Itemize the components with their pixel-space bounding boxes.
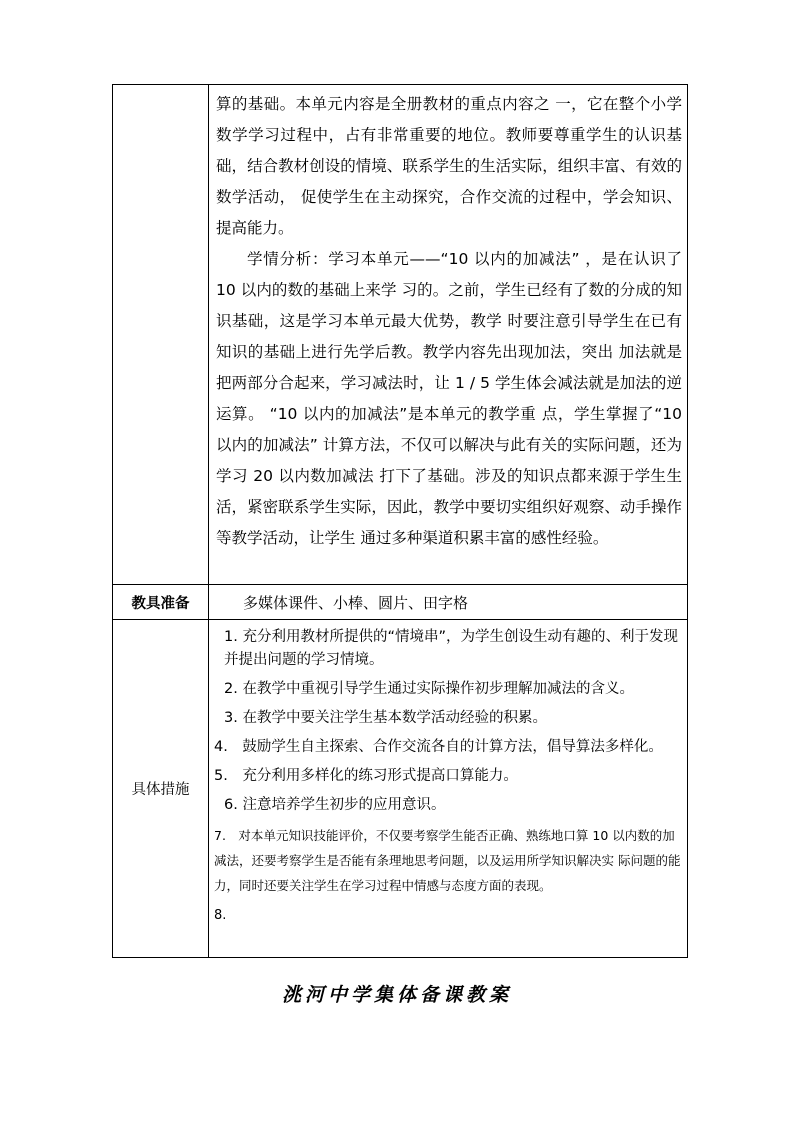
measure-item: 3. 在教学中要关注学生基本数学活动经验的积累。	[224, 710, 547, 726]
tools-label: 教具准备	[113, 585, 209, 620]
measure-item: 6. 注意培养学生初步的应用意识。	[224, 797, 446, 813]
tools-row	[113, 585, 688, 620]
analysis-paragraph-1: 算的基础。本单元内容是全册教材的重点内容之 一，它在整个小学数学学习过程中，占有非常重要的地位。教师要尊重学生的认识基础，结合教材创设的情境、联系学生的生活实际，组织丰富、有效的数学活动， 促使学生在主动探究，合作交流的过程中，学会知识、提高能力。	[216, 95, 682, 237]
measure-item: 7. 对本单元知识技能评价，不仅要考察学生能否正确、熟练地口算 10 以内数的加减法，还要考察学生是否能有条理地思考问题，以及运用所学知识解决实 际问题的能力，同时还要关注学生在学习过程中情感与态度方面的表现。	[214, 828, 681, 893]
measure-item: 5. 充分利用多样化的练习形式提高口算能力。	[214, 768, 518, 784]
measure-item: 8.	[214, 908, 227, 923]
measures-cell	[209, 620, 688, 958]
school-footer-title: 洮河中学集体备课教案	[281, 984, 512, 1006]
measure-item: 2. 在教学中重视引导学生通过实际操作初步理解加减法的含义。	[224, 681, 634, 697]
analysis-cell	[209, 85, 688, 585]
measure-item: 1. 充分利用教材所提供的“情境串”，为学生创设生动有趣的、利于发现并提出问题的学习情境。	[224, 629, 678, 668]
student-analysis-paragraph: 学情分析：学习本单元——“10 以内的加减法” ，是在认识了 10 以内的数的基础上来学 习的。之前，学生已经有了数的分成的知识基础，这是学习本单元最大优势，教学 时要注意引导学生在已有知识的基础上进行先学后教。教学内容先出现加法，突出 加法就是把两部分合起来，学习减法时，让 1 / 5 学生体会减法就是加法的逆运算。 “10 以内的加减法”是本单元的教学重 点，学生掌握了“10 以内的加减法” 计算方法，不仅可以解决与此有关的实际问题，还为学习 20 以内数加减法 打下了基础。涉及的知识点都来源于学生生活，紧密联系学生实际，因此，教学中要切实组织好观察、动手操作等教学活动，让学生 通过多种渠道积累丰富的感性经验。	[216, 250, 682, 547]
measure-item: 4. 鼓励学生自主探索、合作交流各自的计算方法，倡导算法多样化。	[214, 739, 663, 755]
analysis-label-cell	[113, 85, 209, 585]
analysis-row	[113, 85, 688, 585]
tools-content: 多媒体课件、小棒、圆片、田字格	[209, 585, 688, 620]
measures-label: 具体措施	[113, 620, 209, 958]
lesson-plan-table	[112, 84, 688, 958]
measures-row	[113, 620, 688, 958]
